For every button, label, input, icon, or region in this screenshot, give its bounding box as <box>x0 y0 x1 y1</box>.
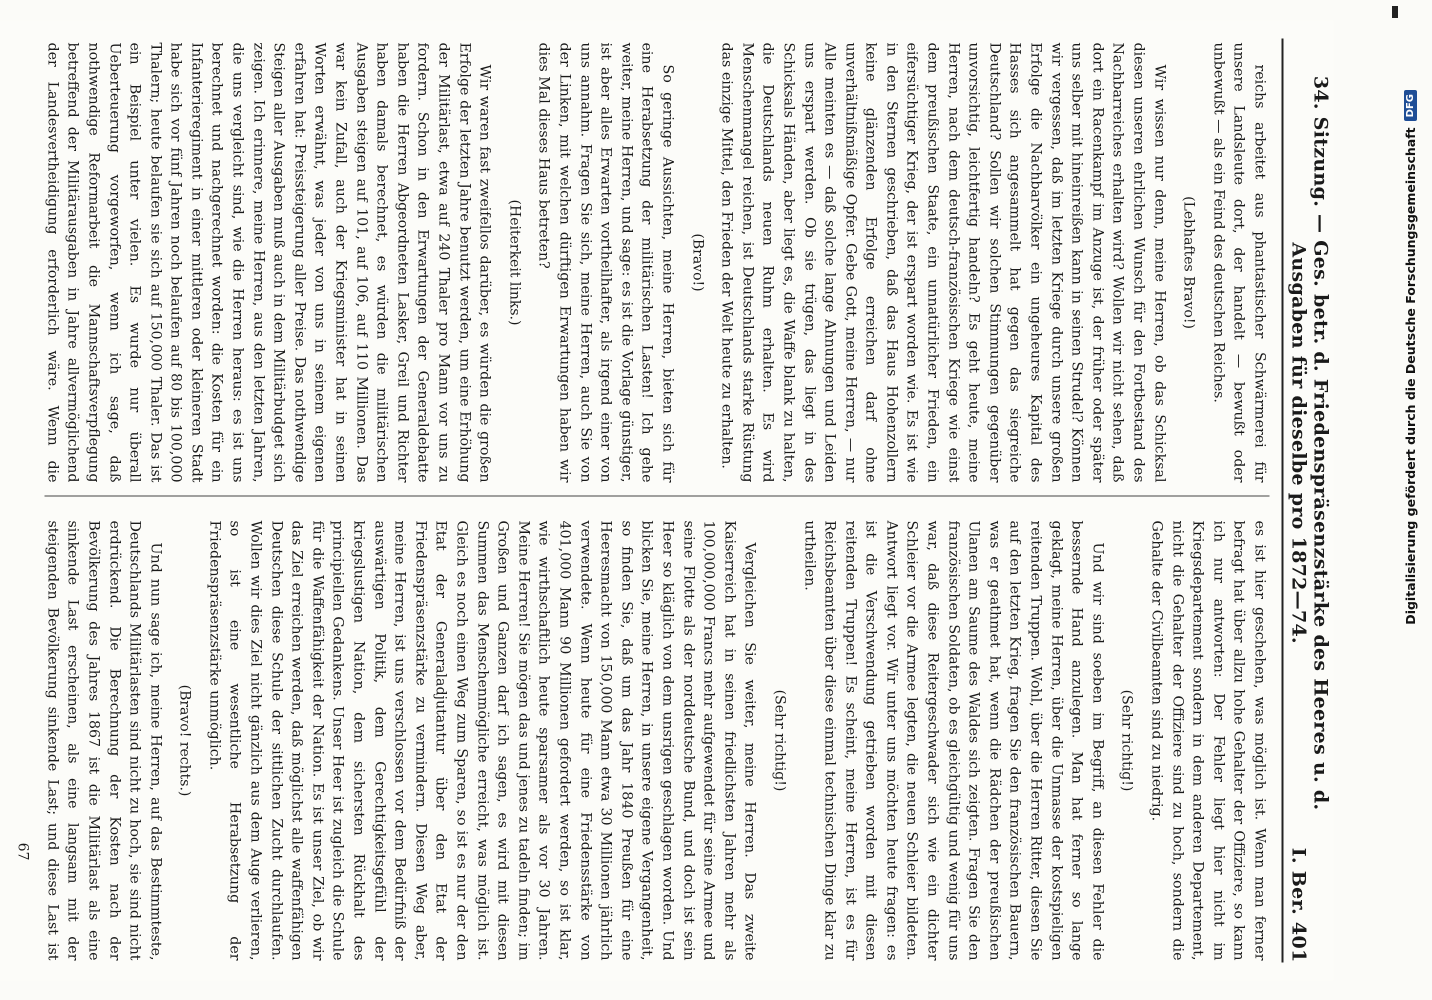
paragraph: Und wir sind soeben im Begriff, an diesen Fehler die bessernde Hand anzulegen. Man hat ferner so lange geklagt, meine Herren, über die Unmasse der kostspieligen reitenden Truppen. Wohl, über die Herren Ritter, diesen Sie auf den letzten Krieg, fragen Sie den französischen Bauern, was er geathmet hat, wenn die Rädchen der preußischen Ulanen am Saume des Waldes sich zeigten. Fragen Sie den französischen Soldaten, ob es gleichgültig und wenig für uns war, daß diese Reitergeschwader sich wie ein dichter Schleier vor die Armee legten, die neuen Schleier bildeten. Antwort liegt vor. Wir unter uns möchten heute fragen: es ist die Verschwendung getrieben worden mit diesen reitenden Truppen! Es scheint, meine Herren, ist es für Reichsbeamten über diese einmal technischen Dinge klar zu urtheilen. <box>801 520 1106 961</box>
stage-remark: (Heiterkeit links.) <box>506 199 523 326</box>
paragraph: es ist hier geschehen, was möglich ist. Wenn man ferner befragt hat über allzu hohe Gehalter der Offiziere, so kann ich nur antworten: Der Fehler liegt hier nicht im Kriegsdepartement sondern in dem anderen Departement, nicht die Gehalter der Offiziere sind zu hoch, sondern die Gehalte der Civilbeamten sind zu niedrig. <box>1148 520 1268 961</box>
text-column-right <box>45 521 1270 961</box>
stage-remark: (Sehr richtig!) <box>771 689 788 792</box>
dfg-logo: DFG <box>1404 90 1417 121</box>
digitization-credit-text: Digitalisierung gefördert durch die Deutsche Forschungsgemeinschaft <box>1402 127 1418 625</box>
digitization-credit <box>1401 90 1419 910</box>
page-signature-number: 67 <box>14 842 31 861</box>
text-column-left <box>45 43 1270 483</box>
stage-remark: (Sehr richtig!) <box>1118 689 1135 792</box>
paragraph: Wir wissen nur denn, meine Herren, ob das Schicksal diesen unseren ehrlichen Wunsch für den Fortbestand des Nachbarreiches erhalten wird? Wollen wir nicht sehen, daß dort ein Racenkampf im Anzuge ist, der früher oder später uns selber mit hineinreißen kann in seinen Strudel? Können wir vergessen, daß im letzten Kriege durch unsere großen Erfolge die Nachbarvölker ein ungeheures Kapital des Hasses sich angesammelt hat gegen das siegreiche Deutschland? Sollen wir solchen Stimmungen gegenüber unvorsichtig, leichtfertig handeln? Es geht heute, meine Herren, nach dem deutsch-französischen Kriege wie einst dem preußischen Staate, ein unnatürlicher Frieden, ein eifersüchtiger Krieg, der ist erspart worden wie. Es ist wie in den Sternen geschrieben, daß das Haus Hohenzollern keine glänzenden Erfolge erreichen darf ohne unverhältnißmäßige Opfer. Gebe Gott, meine Herren, — nur Alle meinten es — daß solche lange Ahnungen und Leiden uns erspart werden. Ob sie trügen, das liegt in des Schicksals Händen, aber liegt es, die Waffe blank zu halten, die Deutschlands neuen Ruhm erhalten. Es wird Menschenmangel reichen, ist Deutschlands starke Rüstung das einzige Mittel, den Frieden der Welt heute zu erhalten. <box>718 42 1168 483</box>
paragraph: reichs arbeitet aus phantastischer Schwärmerei für unsere Landsleute dort, der handelt — bewußt oder unbewußt — als ein Feind des deutschen Reiches. <box>1210 42 1268 483</box>
running-head-title: 34. Sitzung. — Ges. betr. d. Friedenspräsenzstärke des Heeres u. d. Ausgaben für dieselbe pro 1872—74. <box>1287 75 1332 811</box>
paragraph: So geringe Aussichten, meine Herren, bieten sich für eine Herabsetzung der militärischen Lasten! Ich gehe weiter, meine Herren, und sage: es ist die Vorlage günstiger, ist aber alles Erwarten vortheilhafter, als irgend einer von uns annahm. Fragen Sie sich, meine Herren, auch Sie von der Linken, mit welchen dürftigen Erwartungen haben wir dies Mal dieses Haus betreten? <box>535 42 676 483</box>
column-divider <box>45 496 1270 497</box>
stage-remark: (Bravo!) <box>689 233 706 292</box>
running-head <box>1282 39 1332 963</box>
scan-edge-mark <box>1392 6 1398 18</box>
paragraph: Und nun sage ich, meine Herren, auf das Bestimmteste, Deutschlands Militärlasten sind nicht zu hoch, sie sind nicht erdrückend. Die Berechnung der Kosten nach der Bevölkerung des Jahres 1867 ist die Militärlast als eine sinkende Last erscheinen, als eine langsam mit der steigenden Bevölkerung sinkende Last; und diese Last ist <box>44 520 164 961</box>
paragraph: Vergleichen Sie weiter, meine Herren. Das zweite Kaiserreich hat in seinen friedlichsten Jahren mehr als 100,000,000 Francs mehr aufgewendet für seine Armee und seine Flotte als der norddeutsche Bund, und doch ist sein Heer so kläglich von dem unsrigen geschlagen worden. Und blicken Sie, meine Herren, in unsere eigene Vergangenheit, so finden Sie, daß um das Jahr 1840 Preußen für eine Heeresmacht von 150,000 Mann etwa 30 Millionen jährlich verwendete. Wenn heute für eine Friedensstärke von 401,000 Mann 90 Millionen gefordert werden, so ist klar, wie wirthschaftlich heute sparsamer als vor 30 Jahren. Meine Herren! Sie mögen das und jenes zu tadeln finden; im Großen und Ganzen darf ich sagen, es wird mit diesen Summen das Menschenmögliche erreicht, was möglich ist. Gleich es noch einen Weg zum Sparen, so ist es nur der den Etat der Generaladjutantur über den Etat der Friedenspräsenzstärke zu vermindern. Diesen Weg aber, meine Herren, ist uns verschlossen vor dem Bedürfniß der auswärtigen Politik, dem Gerechtigkeitsgefühl der kriegslustigen Nation, dem sichersten Rückhalt des principiellen Gedankens. Unser Heer ist zugleich die Schule für die Waffenfähigkeit der Nation. Es ist unser Ziel, ob wir das Ziel erreichen werden, daß möglichst alle waffenfähigen Deutschen diese Schule der sittlichen Zucht durchlaufen. Wollen wir dies Ziel nicht gänzlich aus dem Auge verlieren, so ist eine wesentliche Herabsetzung der Friedenspräsenzstärke unmöglich. <box>206 520 758 961</box>
stage-remark: (Lebhaftes Bravo!) <box>1180 196 1197 329</box>
stage-remark: (Bravo! rechts.) <box>176 684 193 797</box>
running-head-page-ref: I. Ber. 401 <box>1287 847 1310 963</box>
rotated-page <box>0 21 1334 981</box>
paragraph: Wir waren fast zweifellos darüber, es würden die großen Erfolge der letzten Jahre benutzt werden, um eine Erhöhung der Militärlast, etwa auf 240 Thaler pro Mann vor uns zu fordern. Schon in den Erwartungen der Generaldebatte haben die Herren Abgeordneten Lasker, Greil und Richter haben damals berechnet, es würden die militärischen Ausgaben steigen auf 101, auf 106, auf 110 Millionen. Das war kein Zufall, auch der Kriegsminister hat in seinen Worten erwähnt, was jeder von uns in seinem eigenen erfahren hat: Preissteigerung aller Preise. Das nothwendige Steigen aller Ausgaben muß auch in dem Militärbudget sich zeigen. Ich erinnere, meine Herren, aus den letzten Jahren, die uns vergleicht sind, wie die Herren heraus: es ist uns berechnet und nachgerechnet worden: die Kosten für ein Infanterieregiment in einer mittleren oder kleineren Stadt habe sich vor fünf Jahren noch belaufen auf 80 bis 100,000 Thalern; heute belaufen sie sich auf 150,000 Thaler. Das ist ein Beispiel unter vielen. Es wurde nur überall Ueberteuerung vorgeworfen, wenn ich sage, daß nothwendige Reformarbeit die Mannschaftsverpflegung betreffend der Militärausgaben in Jahre allvermöglichend der Landesvertheidigung erforderlich wäre. Wenn die <box>44 42 493 483</box>
